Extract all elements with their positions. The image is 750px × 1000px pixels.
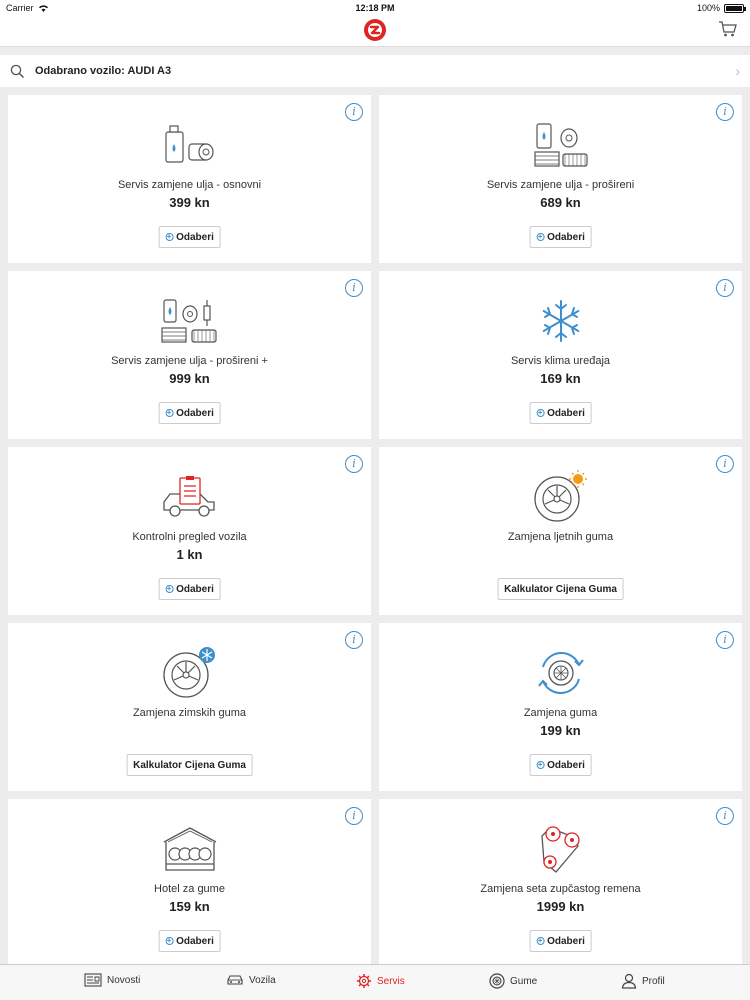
service-title: Hotel za gume	[154, 883, 225, 895]
service-card-inspection	[8, 447, 371, 615]
tab-label: Gume	[510, 975, 538, 987]
service-title: Zamjena ljetnih guma	[507, 531, 614, 543]
search-icon	[10, 64, 25, 79]
service-price: 199 kn	[540, 723, 581, 738]
info-icon[interactable]: i	[716, 807, 734, 825]
service-title: Zamjena seta zupčastog remena	[480, 883, 641, 895]
plus-icon: +	[537, 760, 543, 769]
plus-icon: +	[537, 408, 543, 417]
service-title: Kontrolni pregled vozila	[132, 531, 247, 543]
nav-bar	[0, 16, 750, 47]
select-button[interactable]: + Odaberi	[158, 226, 221, 248]
info-icon[interactable]: i	[345, 807, 363, 825]
service-card-summer-tires	[379, 447, 742, 615]
service-price: 1999 kn	[536, 899, 585, 914]
plus-icon: +	[537, 232, 543, 241]
brand-logo	[363, 18, 387, 42]
select-button[interactable]: + Odaberi	[529, 930, 592, 952]
service-title: Servis zamjene ulja - prošireni +	[111, 355, 268, 367]
plus-icon: +	[166, 232, 172, 241]
plus-icon: +	[166, 936, 172, 945]
service-card-timing-belt	[379, 799, 742, 967]
tab-label: Novosti	[107, 974, 141, 986]
info-icon[interactable]: i	[716, 279, 734, 297]
timing-belt-icon	[536, 822, 586, 876]
service-price: 169 kn	[540, 371, 581, 386]
info-icon[interactable]: i	[345, 103, 363, 121]
service-title: Zamjena guma	[523, 707, 598, 719]
tire-price-calculator-button[interactable]: Kalkulator Cijena Guma	[126, 754, 253, 776]
select-button[interactable]: + Odaberi	[529, 226, 592, 248]
service-title: Zamjena zimskih guma	[132, 707, 247, 719]
select-button[interactable]: + Odaberi	[158, 930, 221, 952]
cart-icon[interactable]	[718, 20, 738, 38]
info-icon[interactable]: i	[345, 455, 363, 473]
chevron-right-icon: ›	[735, 63, 740, 79]
select-button[interactable]: + Odaberi	[529, 754, 592, 776]
tab-profil[interactable]	[621, 973, 665, 989]
service-card-oil-extended-plus	[8, 271, 371, 439]
tab-novosti[interactable]	[84, 973, 140, 987]
battery-icon	[724, 4, 744, 13]
snowflake-icon	[538, 298, 584, 344]
select-button[interactable]: + Odaberi	[158, 402, 221, 424]
service-card-oil-extended	[379, 95, 742, 263]
tab-bar	[0, 964, 750, 1000]
plus-icon: +	[166, 408, 172, 417]
service-card-tire-swap	[379, 623, 742, 791]
car-icon	[226, 973, 244, 987]
tab-servis[interactable]	[356, 973, 405, 989]
tire-price-calculator-button[interactable]: Kalkulator Cijena Guma	[497, 578, 624, 600]
service-card-oil-basic	[8, 95, 371, 263]
info-icon[interactable]: i	[345, 279, 363, 297]
status-bar	[0, 0, 750, 16]
service-card-tire-hotel	[8, 799, 371, 967]
info-icon[interactable]: i	[716, 455, 734, 473]
carrier-label: Carrier	[6, 3, 34, 13]
plus-icon: +	[166, 584, 172, 593]
tab-gume[interactable]	[489, 973, 537, 989]
select-button[interactable]: + Odaberi	[158, 578, 221, 600]
profile-icon	[621, 973, 637, 989]
gear-icon	[356, 973, 372, 989]
winter-tire-icon	[162, 645, 218, 701]
service-price: 1 kn	[176, 547, 203, 562]
tire-swap-icon	[535, 647, 587, 699]
tire-hotel-icon	[160, 824, 220, 874]
battery-percent: 100%	[696, 3, 720, 13]
service-price: 159 kn	[169, 899, 210, 914]
service-price: 399 kn	[169, 195, 210, 210]
oil-filters-extended-plus-icon	[160, 294, 220, 348]
service-card-ac	[379, 271, 742, 439]
car-inspection-icon	[160, 474, 220, 520]
tab-vozila[interactable]	[226, 973, 276, 987]
service-price: 689 kn	[540, 195, 581, 210]
info-icon[interactable]: i	[345, 631, 363, 649]
oil-filter-icon	[162, 122, 218, 168]
service-card-winter-tires	[8, 623, 371, 791]
info-icon[interactable]: i	[716, 631, 734, 649]
info-icon[interactable]: i	[716, 103, 734, 121]
clock: 12:18 PM	[355, 3, 395, 13]
selected-vehicle-label: Odabrano vozilo: AUDI A3	[35, 65, 172, 77]
summer-tire-icon	[533, 469, 589, 525]
service-title: Servis zamjene ulja - prošireni	[486, 179, 635, 191]
service-title: Servis zamjene ulja - osnovni	[117, 179, 262, 191]
service-title: Servis klima uređaja	[510, 355, 611, 367]
tab-label: Profil	[642, 975, 665, 987]
plus-icon: +	[537, 936, 543, 945]
oil-filters-extended-icon	[531, 118, 591, 172]
tab-label: Vozila	[249, 974, 276, 986]
vehicle-selector[interactable]	[0, 55, 750, 87]
tab-label: Servis	[377, 975, 405, 987]
service-price: 999 kn	[169, 371, 210, 386]
news-icon	[84, 973, 102, 987]
select-button[interactable]: + Odaberi	[529, 402, 592, 424]
tire-icon	[489, 973, 505, 989]
